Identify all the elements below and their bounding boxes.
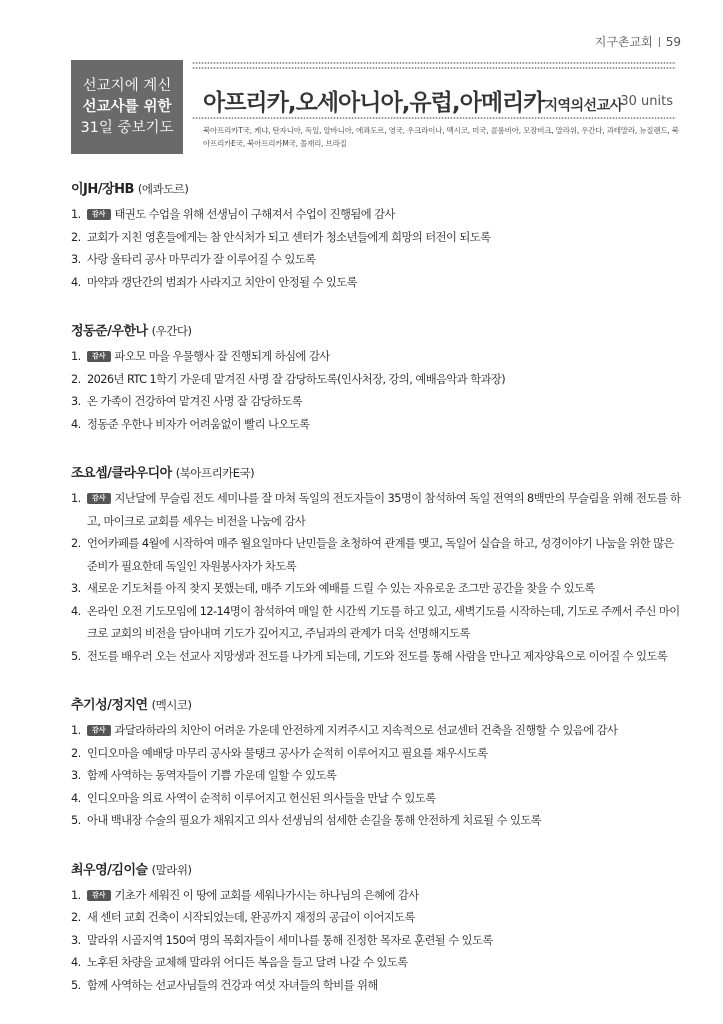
missionary-section (71, 180, 681, 294)
prayer-item-text: 말라위 시골지역 150여 명의 목회자들이 세미나를 통해 진정한 목자로 훈련될 수 있도록 (87, 933, 493, 947)
prayer-item-number: 5. (71, 649, 81, 663)
prayer-item-body (87, 414, 681, 437)
prayer-item (71, 720, 681, 743)
banner-dotted-rule-mid (192, 116, 676, 120)
banner-dotted-rule-top (192, 61, 676, 65)
prayer-item-number: 1. (71, 208, 81, 221)
prayer-item-body (87, 788, 681, 811)
prayer-item-body (87, 975, 681, 998)
prayer-item-number: 3. (71, 769, 81, 782)
prayer-item-number: 1. (71, 888, 81, 902)
prayer-item-number: 2. (71, 372, 81, 386)
page-number: 59 (665, 35, 681, 49)
prayer-item (71, 369, 681, 392)
prayer-item-text: 노후된 차량을 교체해 말라위 어디든 복음을 들고 달려 나갈 수 있도록 (87, 956, 408, 969)
prayer-item (71, 930, 681, 953)
prayer-item-number: 1. (71, 724, 81, 737)
prayer-item (71, 272, 681, 295)
prayer-item-text: 새 센터 교회 건축이 시작되었는데, 완공까지 재정의 공급이 이어지도록 (87, 911, 415, 924)
prayer-item (71, 788, 681, 811)
prayer-item (71, 952, 681, 975)
prayer-item-text: 과달라하라의 치안이 어려운 가운데 안전하게 지켜주시고 지속적으로 선교센터 건축을 진행할 수 있음에 감사 (114, 724, 618, 737)
missionary-heading (71, 696, 681, 715)
prayer-item-text: 2026년 RTC 1학기 가운데 맡겨진 사명 잘 감당하도록(인사처장, 강의, 예배음악과 학과장) (87, 372, 506, 386)
prayer-item-number: 5. (71, 978, 81, 992)
missionary-country: (북아프리카E국) (175, 466, 255, 480)
thanks-badge: 감사 (87, 493, 111, 504)
prayer-item (71, 204, 681, 227)
prayer-item-body (87, 272, 681, 295)
banner-title-main: 아프리카,오세아니아,유럽,아메리카 (203, 90, 545, 116)
prayer-item-body (87, 391, 681, 414)
prayer-item-body (87, 227, 681, 250)
prayer-item-number: 1. (71, 492, 81, 505)
missionary-name: 최우영/김이슬 (71, 862, 148, 878)
prayer-item-text: 기초가 세워진 이 땅에 교회를 세워나가시는 하나님의 은혜에 감사 (114, 888, 419, 902)
thanks-badge: 감사 (87, 725, 111, 736)
prayer-item (71, 533, 681, 578)
prayer-item-body (87, 720, 681, 743)
prayer-item-text: 마약과 갱단간의 범죄가 사라지고 치안이 안정될 수 있도록 (87, 275, 357, 289)
missionary-country: (말라위) (151, 862, 192, 877)
prayer-item-body (87, 765, 681, 788)
prayer-item-text: 함께 사역하는 동역자들이 기쁨 가운데 일할 수 있도록 (87, 769, 337, 782)
prayer-item-number: 3. (71, 395, 81, 408)
prayer-item-number: 4. (71, 956, 81, 969)
prayer-item-text: 태권도 수업을 위해 선생님이 구해져서 수업이 진행됨에 감사 (114, 208, 395, 221)
prayer-item-text: 파오모 마을 우물행사 잘 진행되게 하심에 감사 (114, 350, 330, 363)
missionary-name: 이JH/장HB (71, 182, 134, 197)
prayer-item-body (87, 743, 681, 766)
prayer-item-text: 전도를 배우러 오는 선교사 지망생과 전도를 나가게 되는데, 기도와 전도를 통해 사람을 만나고 제자양육으로 이어질 수 있도록 (87, 649, 668, 663)
prayer-item-number: 4. (71, 275, 81, 289)
prayer-item-body (87, 488, 681, 533)
prayer-item-number: 2. (71, 746, 81, 760)
page-header (595, 33, 681, 50)
prayer-item-body (87, 646, 681, 669)
prayer-item (71, 646, 681, 669)
prayer-item (71, 765, 681, 788)
prayer-item-body (87, 907, 681, 930)
prayer-item (71, 391, 681, 414)
missionary-country: (에콰도르) (137, 182, 189, 196)
prayer-item-number: 3. (71, 253, 81, 266)
prayer-item-body (87, 204, 681, 227)
prayer-item (71, 810, 681, 833)
thanks-badge: 감사 (87, 209, 111, 220)
prayer-item (71, 414, 681, 437)
prayer-item-number: 5. (71, 814, 81, 827)
missionary-section (71, 464, 681, 668)
book-title: 지구촌교회 (594, 35, 653, 49)
thanks-badge: 감사 (87, 351, 111, 362)
prayer-item-text: 지난달에 무슬림 전도 세미나를 잘 마쳐 독일의 전도자들이 35명이 참석하여 독일 전역의 8백만의 무슬림을 위해 전도를 하고, 마이크로 교회를 세우는 비전을 나눔에 감사 (87, 492, 681, 528)
missionary-name: 추기성/정지연 (71, 698, 148, 713)
prayer-item-body (87, 885, 681, 908)
prayer-item-text: 인디오마을 예배당 마무리 공사와 물탱크 공사가 순적히 이루어지고 필요를 채우시도록 (87, 746, 488, 760)
prayer-item (71, 975, 681, 998)
header-divider (659, 37, 660, 47)
banner-title (203, 84, 623, 117)
prayer-item-number: 4. (71, 417, 81, 431)
missionary-section (71, 696, 681, 833)
units-count: 30 units (620, 94, 673, 109)
prayer-item-number: 4. (71, 791, 81, 805)
missionary-heading (71, 861, 681, 880)
prayer-item (71, 227, 681, 250)
banner-line-2: 선교사를 위한 (82, 98, 172, 115)
prayer-item-body (87, 369, 681, 392)
prayer-item (71, 885, 681, 908)
prayer-item (71, 249, 681, 272)
prayer-item-text: 온 가족이 건강하여 맡겨진 사명 잘 감당하도록 (87, 395, 303, 408)
prayer-item (71, 346, 681, 369)
prayer-item-body (87, 249, 681, 272)
banner-line-1: 선교지에 계신 (82, 77, 172, 94)
prayer-item-number: 2. (71, 230, 81, 244)
country-list: 북아프리카T국, 케냐, 탄자니아, 독일, 알바니아, 에콰도르, 영국, 우크라이나, 멕시코, 미국, 콜롬비아, 모잠비크, 말라위, 우간다, 과테말라, 뉴질랜드, 북아프리카E국, 북아프리카M국, 몰재리, 브라질 (203, 126, 679, 148)
missionary-country: (멕시코) (151, 698, 192, 712)
prayer-item-text: 정동준 우한나 비자가 어려움없이 빨리 나오도록 (87, 417, 310, 431)
prayer-item (71, 743, 681, 766)
missionary-name: 조요셉/클라우디아 (71, 466, 172, 481)
prayer-item-text: 새로운 기도처를 아직 찾지 못했는데, 매주 기도와 예배를 드릴 수 있는 자유로운 조그만 공간을 찾을 수 있도록 (87, 582, 595, 595)
prayer-item-body (87, 930, 681, 953)
prayer-item-number: 1. (71, 350, 81, 363)
missionary-section (71, 322, 681, 436)
prayer-item (71, 488, 681, 533)
prayer-item-text: 사랑 울타리 공사 마무리가 잘 이루어질 수 있도록 (87, 253, 316, 266)
prayer-item-number: 4. (71, 604, 81, 618)
prayer-item-text: 인디오마을 의료 사역이 순적히 이루어지고 헌신된 의사들을 만날 수 있도록 (87, 791, 436, 805)
prayer-item-number: 2. (71, 537, 81, 550)
missionary-name: 정동준/우한나 (71, 324, 148, 339)
prayer-item-text: 함께 사역하는 선교사님들의 건강과 여섯 자녀들의 학비를 위해 (87, 978, 378, 992)
prayer-item-body (87, 346, 681, 369)
prayer-item-text: 온라인 오전 기도모임에 12-14명이 참석하여 매일 한 시간씩 기도를 하고 있고, 새벽기도를 시작하는데, 기도로 주께서 주신 마이크로 교회의 비전을 담아내며 기도가 깊어지고, 주님과의 관계가 더욱 선명해지도록 (87, 604, 680, 640)
missionary-country: (우간다) (151, 324, 192, 338)
thanks-badge: 감사 (87, 890, 111, 901)
prayer-item-number: 2. (71, 911, 81, 924)
prayer-item-body (87, 533, 681, 578)
prayer-item-body (87, 810, 681, 833)
missionary-section (71, 861, 681, 998)
missionary-heading (71, 464, 681, 483)
prayer-item-text: 언어카페를 4월에 시작하여 매주 월요일마다 난민들을 초청하여 관계를 맺고, 독일어 실습을 하고, 성경이야기 나눔을 위한 많은 준비가 필요한데 독일인 자원봉사자가 차도록 (87, 537, 674, 573)
missionary-heading (71, 322, 681, 341)
prayer-item-text: 교회가 지친 영혼들에게는 참 안식처가 되고 센터가 청소년들에게 희망의 터전이 되도록 (87, 230, 491, 244)
prayer-item-body (87, 952, 681, 975)
banner-box (71, 60, 183, 154)
prayer-item-number: 3. (71, 582, 81, 595)
banner-title-suffix: 지역의선교사 (544, 98, 623, 114)
banner-line-3: 31일 중보기도 (80, 119, 174, 136)
prayer-item (71, 578, 681, 601)
prayer-list (71, 180, 681, 1024)
prayer-item (71, 601, 681, 646)
prayer-item-body (87, 578, 681, 601)
prayer-item-number: 3. (71, 933, 81, 947)
prayer-item-text: 아내 백내장 수술의 필요가 채워지고 의사 선생님의 섬세한 손길을 통해 안전하게 치료될 수 있도록 (87, 814, 542, 827)
prayer-item-body (87, 601, 681, 646)
prayer-item (71, 907, 681, 930)
banner-dotted-rule-top-2 (192, 66, 676, 70)
missionary-heading (71, 180, 681, 199)
